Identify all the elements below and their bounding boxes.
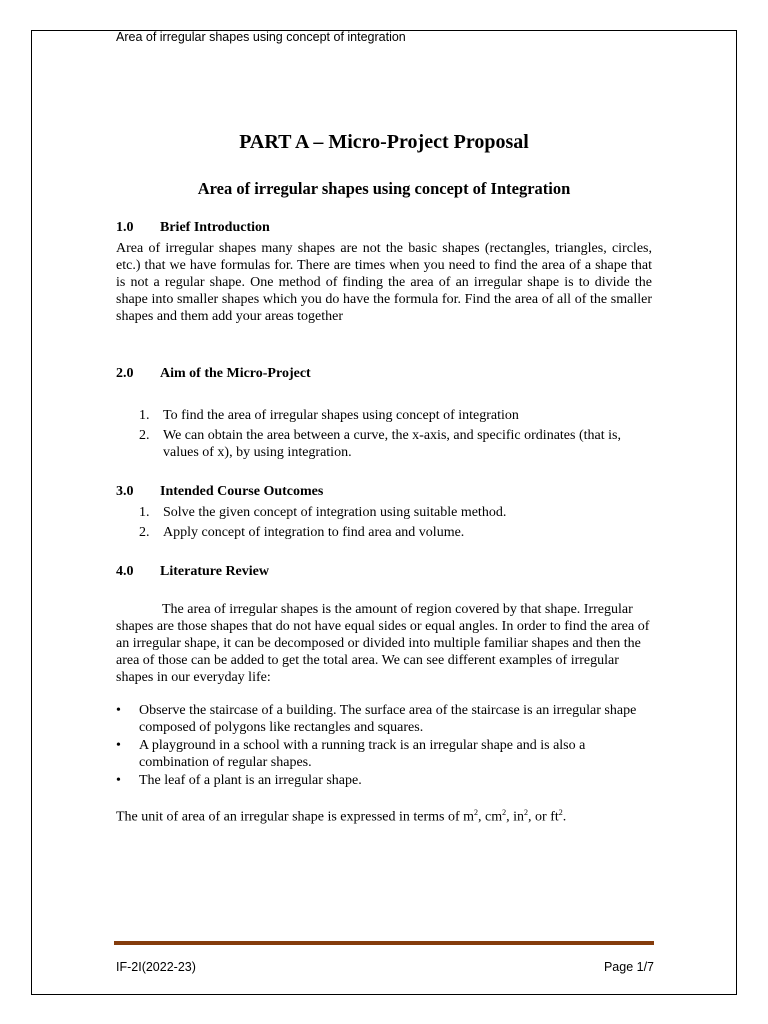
bullet-icon: • (116, 703, 121, 718)
list-item-text: To find the area of irregular shapes using concept of integration (163, 408, 519, 423)
units-end: . (562, 809, 567, 825)
section-title: Literature Review (160, 564, 269, 579)
unit-ft: ft (550, 809, 559, 825)
list-item (139, 407, 652, 424)
section-number: 1.0 (116, 220, 134, 235)
list-marker: 1. (139, 505, 150, 520)
list-item-text: We can obtain the area between a curve, the x-axis, and specific ordinates (that is, values of x), by using integration. (163, 428, 621, 460)
introduction-paragraph: Area of irregular shapes many shapes are not the basic shapes (rectangles, triangles, circles, etc.) that we have formulas for. There are times when you need to find the area of a shape that is not a regular shape. One method of finding the area of an irregular shape is to divide the shape into smaller shapes which you do have the formula for. Find the area of all of the smaller shapes and them add your areas together (116, 241, 652, 324)
list-item-text: A playground in a school with a running track is an irregular shape and is also a combination of regular shapes. (139, 738, 586, 770)
unit-separator: , (478, 809, 486, 825)
section-number: 3.0 (116, 484, 134, 499)
unit-m: m (463, 809, 475, 825)
aim-list (139, 407, 652, 464)
running-header: Area of irregular shapes using concept of integration (116, 30, 406, 44)
section-title: Brief Introduction (160, 220, 270, 235)
list-marker: 2. (139, 525, 150, 540)
section-heading-introduction (116, 220, 270, 236)
units-sentence (116, 804, 652, 826)
bullet-icon: • (116, 738, 121, 753)
list-item-text: The leaf of a plant is an irregular shape. (139, 773, 362, 788)
footer-course-code: IF-2I(2022-23) (116, 960, 196, 974)
list-item (116, 737, 652, 771)
section-heading-literature (116, 564, 269, 580)
section-heading-outcomes (116, 484, 323, 500)
document-title: PART A – Micro-Project Proposal (239, 131, 529, 153)
unit-separator: , or (528, 809, 551, 825)
document-subtitle: Area of irregular shapes using concept of Integration (197, 179, 571, 198)
list-item (139, 427, 652, 461)
list-item (139, 504, 652, 521)
list-item-text: Observe the staircase of a building. The surface area of the staircase is an irregular shape composed of polygons like rectangles and squares. (139, 703, 637, 735)
section-heading-aim (116, 366, 311, 382)
footer-rule (114, 941, 654, 945)
outcomes-list (139, 504, 652, 544)
unit-exponent: 2 (524, 808, 529, 817)
list-item-text: Solve the given concept of integration using suitable method. (163, 505, 507, 520)
examples-list (116, 702, 652, 790)
list-item (139, 524, 652, 541)
unit-exponent: 2 (474, 808, 479, 817)
list-item-text: Apply concept of integration to find area and volume. (163, 525, 465, 540)
list-item (116, 702, 652, 736)
section-title: Intended Course Outcomes (160, 484, 324, 499)
unit-exponent: 2 (502, 808, 507, 817)
unit-exponent: 2 (558, 808, 563, 817)
footer-page-number: Page 1/7 (603, 960, 654, 974)
literature-paragraph: The area of irregular shapes is the amount of region covered by that shape. Irregular shapes are those shapes that do not have equal sides or equal angles. In order to find the area of an irregular shape, it can be decomposed or divided into multiple familiar shapes and then the area of those can be added to get the total area. We can see different examples of irregular shapes in our everyday life: (116, 602, 650, 685)
unit-separator: , (506, 809, 514, 825)
section-number: 2.0 (116, 366, 134, 381)
section-title: Aim of the Micro-Project (160, 366, 311, 381)
section-number: 4.0 (116, 564, 134, 579)
units-prefix: The unit of area of an irregular shape is expressed in terms of (116, 809, 464, 825)
list-marker: 2. (139, 428, 150, 443)
bullet-icon: • (116, 773, 121, 788)
list-marker: 1. (139, 408, 150, 423)
list-item (116, 772, 652, 789)
unit-in: in (513, 809, 525, 825)
unit-cm: cm (485, 809, 503, 825)
